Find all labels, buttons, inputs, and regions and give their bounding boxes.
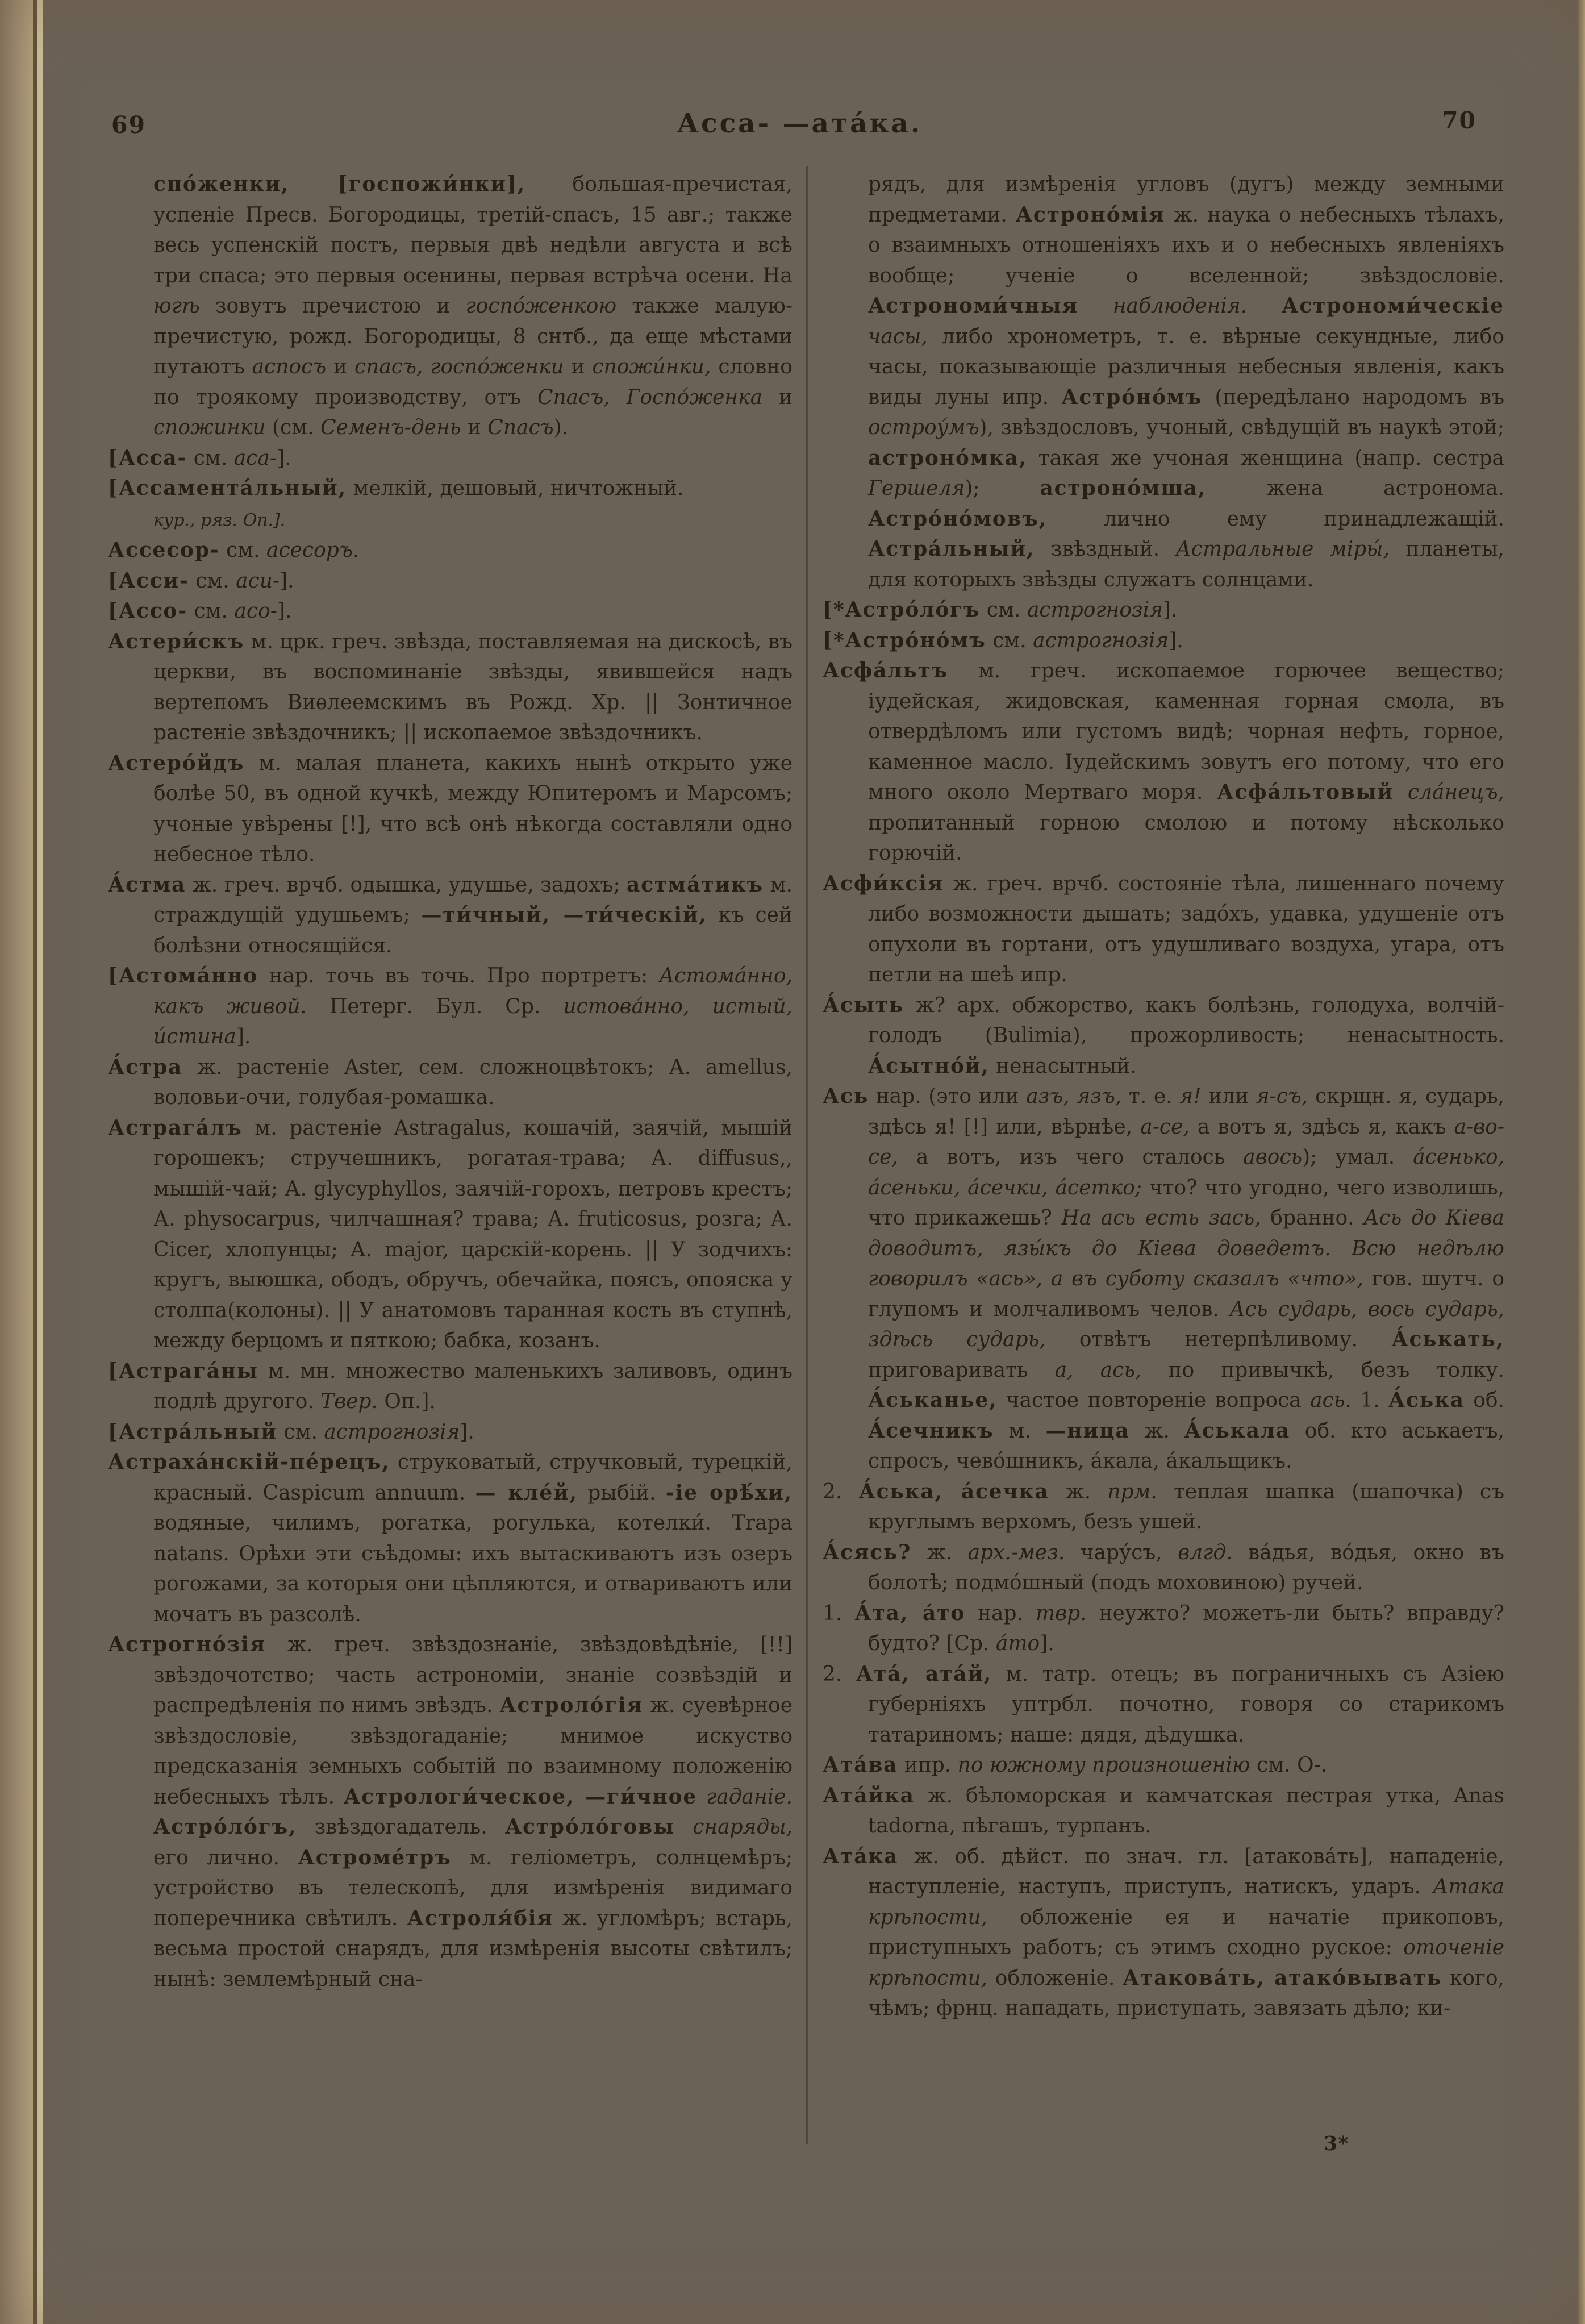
entry-text-segment: Астральные міры́,	[1175, 538, 1390, 561]
entry-text-segment: -іе орѣ́хи,	[665, 1480, 792, 1505]
entry-text-segment: ].	[1169, 628, 1183, 652]
entry-text-segment: ж.	[1129, 1419, 1184, 1443]
entry-text-segment: см.	[219, 539, 267, 562]
entry-text-segment: [Астрага́ны	[108, 1359, 258, 1383]
entry-text-segment	[1247, 294, 1282, 318]
entry-text-segment: гов. шутч. о глупомъ и молчаливомъ челов.	[868, 1267, 1504, 1321]
entry-text-segment: ж. угломѣръ; встарь, весьма простой снарядъ, для измѣренія высоты свѣтилъ; нынѣ: землемѣрный сна-	[153, 1906, 792, 1991]
entry-text-segment: ж.	[911, 1540, 968, 1564]
entry-text-segment: м. геліометръ, солнцемѣръ; устройство въ телескопѣ, для измѣренія видимаго поперечника свѣтилъ.	[153, 1846, 792, 1930]
entry-text-segment: его лично.	[153, 1846, 298, 1869]
entry-text-segment: ипр.	[898, 1754, 958, 1777]
entry-text-segment: Астроло́гія	[499, 1693, 643, 1717]
entry-text-segment: такая же учоная женщина (напр. сестра	[1027, 446, 1504, 470]
entry-text-segment: ж? арх. обжорство, какъ болѣзнь, голодуха, волчій-голодъ (Bulimia), прожорливость; ненасытность.	[868, 993, 1504, 1047]
entry-text-segment: струковатый, стручковый, турецкій, красный. Caspicum annuum.	[153, 1451, 792, 1505]
entry-text-segment: лично ему принадлежащій.	[1047, 507, 1504, 531]
entry-text-segment: планеты, для которыхъ звѣзды служатъ солнцами.	[868, 538, 1504, 592]
entry-text-segment: снаряды,	[693, 1815, 792, 1839]
entry-text-segment: [Асса-	[108, 445, 187, 470]
entry-text-segment: Спасъ	[487, 416, 554, 439]
entry-text-segment: [Астра́льный	[108, 1419, 277, 1444]
entry-text-segment: ж. бѣломорская и камчатская пестрая утка, Anas tadorna, пѣгашъ, турпанъ.	[868, 1784, 1504, 1838]
entry-text-segment: а вотъ я, здѣсь я, какъ	[1189, 1115, 1454, 1139]
entry-text-segment: спожинки	[153, 416, 266, 439]
entry-text-segment: Астро́но́мовъ,	[868, 506, 1048, 531]
entry-text-segment: ж.	[1049, 1480, 1108, 1503]
entry-text-segment: спожи́нки,	[592, 355, 711, 378]
entry-text-segment: я-съ,	[1256, 1085, 1308, 1108]
entry-text-segment: Оп.].	[377, 1390, 436, 1413]
dictionary-entry	[823, 1081, 1504, 1477]
entry-text-segment: А́стма	[108, 872, 186, 897]
dictionary-entry	[823, 169, 1504, 595]
entry-text-segment: ).	[553, 416, 569, 439]
entry-text-segment: А́ськать,	[1391, 1327, 1504, 1351]
entry-text-segment: А́ська	[1388, 1388, 1465, 1412]
entry-text-segment: (передѣлано народомъ въ	[1202, 385, 1504, 409]
entry-text-segment: [Астома́нно	[108, 964, 258, 988]
entry-text-segment: а, ась,	[1054, 1358, 1142, 1382]
dictionary-entry	[823, 1538, 1504, 1598]
entry-text-segment: м. страждущій удушьемъ;	[153, 873, 792, 927]
dictionary-entry	[108, 1052, 792, 1113]
entry-text-segment: А́сыть	[823, 993, 904, 1017]
dictionary-entry	[108, 748, 792, 870]
entry-text-segment: 1.	[823, 1601, 855, 1625]
entry-text-segment: прм.	[1107, 1480, 1157, 1503]
entry-text-segment: приговаривать	[868, 1358, 1055, 1382]
dictionary-entry	[823, 1781, 1504, 1842]
entry-text-segment: по привычкѣ, безъ толку.	[1141, 1358, 1504, 1382]
entry-text-segment: см.	[189, 569, 236, 593]
entry-text-segment: Ата́йка	[823, 1783, 915, 1807]
entry-text-segment: Астеро́йдъ	[108, 751, 245, 775]
entry-text-segment: Атакова́ть, атако́вывать	[1123, 1965, 1442, 1990]
entry-text-segment: —ти́чный, —ти́ческій,	[421, 903, 707, 927]
entry-text-segment: Астро́ло́говы	[504, 1815, 675, 1839]
entry-text-segment: кур., ряз. Оп.].	[153, 510, 286, 530]
entry-text-segment: Ата́ва	[823, 1753, 898, 1777]
entry-text-segment: а́сенько, а́сеньки, а́сечки, а́сетко;	[868, 1146, 1504, 1200]
entry-text-segment: Астрологи́ческое, —ги́чное	[344, 1784, 698, 1809]
entry-text-segment: астрогнозія	[324, 1420, 460, 1444]
entry-text-segment: астроно́мка,	[868, 445, 1028, 470]
entry-text-segment: а-во-се,	[868, 1115, 1504, 1169]
entry-text-segment: авось	[1243, 1146, 1303, 1169]
entry-text-segment: Астроме́тръ	[298, 1845, 452, 1869]
entry-text-segment: рыбій.	[577, 1481, 666, 1505]
entry-text-segment: об. кто аськаетъ, спросъ, чево́шникъ, а́кала, а́кальщикъ.	[868, 1419, 1505, 1473]
dictionary-entry	[108, 1447, 792, 1630]
entry-text-segment: гаданіе.	[706, 1785, 792, 1809]
entry-text-segment: ва́дья, во́дья, окно въ болотѣ; подмо́шный (подъ моховиною) ручей.	[868, 1540, 1504, 1594]
entry-text-segment: аспосъ	[252, 355, 327, 378]
entry-text-segment: см.	[277, 1420, 324, 1444]
entry-text-segment: На ась есть зась,	[1061, 1206, 1261, 1230]
entry-text-segment: госпо́женкою	[465, 294, 617, 318]
entry-text-segment: отвѣтъ нетерпѣливому.	[1045, 1328, 1392, 1351]
entry-text-segment: зовутъ пречистою и	[199, 294, 466, 318]
page-edge-line	[33, 0, 37, 2324]
entry-text-segment: словно по троякому производству, отъ	[153, 355, 792, 409]
entry-text-segment: Ата́, ата́й,	[856, 1661, 992, 1686]
entry-text-segment: см.	[187, 599, 235, 623]
entry-text-segment: астма́тикъ	[627, 872, 764, 897]
entry-text-segment: А́сытно́й,	[868, 1053, 990, 1078]
dictionary-entry	[823, 1477, 1504, 1538]
entry-text-segment: нар.	[965, 1601, 1036, 1625]
dictionary-column-left	[108, 169, 792, 1994]
entry-text-segment: наблюденія.	[1112, 294, 1248, 318]
entry-text-segment: м. црк. греч. звѣзда, поставляемая на дискосѣ, въ церкви, въ воспоминаніе звѣзды, явившейся надъ вертепомъ Виѳлеемскимъ въ Рожд. Хр. || Зонтичное растеніе звѣздочникъ; || ископаемое звѣздочникъ.	[153, 630, 792, 744]
entry-text-segment: астрогнозія	[1027, 598, 1163, 622]
entry-text-segment: обложеніе ея и начатіе прикоповъ, приступныхъ работъ; съ этимъ сходно руское:	[868, 1905, 1504, 1959]
dictionary-entry	[108, 1356, 792, 1417]
entry-text-segment: Асфа́льтовый	[1217, 780, 1394, 804]
dictionary-entry	[823, 869, 1504, 990]
dictionary-entry	[823, 1659, 1504, 1751]
entry-text-segment	[1078, 294, 1113, 318]
entry-text-segment: м. малая планета, какихъ нынѣ открыто уже болѣе 50, въ одной кучкѣ, между Юпитеромъ и Марсомъ; учоные увѣрены [!], что всѣ онѣ нѣкогда составляли одно небесное тѣло.	[153, 751, 792, 866]
entry-text-segment: ж. греч. звѣздознаніе, звѣздовѣдѣніе, [!!] звѣздочотство; часть астрономіи, знаніе созвѣздій и распредѣленія по нимъ звѣздъ.	[153, 1633, 792, 1717]
entry-text-segment: Твер.	[320, 1390, 378, 1413]
entry-text-segment: а-се,	[1140, 1115, 1190, 1139]
dictionary-entry	[823, 1598, 1504, 1659]
entry-text-segment: А́та, а́то	[854, 1601, 966, 1625]
entry-text-segment: );	[965, 477, 1040, 500]
entry-text-segment: аса-	[233, 446, 277, 470]
entry-text-segment: неужто? можетъ-ли быть? вправду? будто? [Ср.	[868, 1601, 1504, 1655]
entry-text-segment: къ сей болѣзни относящійся.	[153, 903, 792, 957]
entry-text-segment: Астро́но́мъ	[1061, 385, 1203, 409]
entry-text-segment: м. греч. ископаемое горючее вещество; іудейская, жидовская, каменная горная смола, въ отвердѣломъ или густомъ видѣ; чорная нефть, горное, каменное масло. Іудейскимъ зовутъ его потому, что его много около Мертваго моря.	[868, 659, 1504, 804]
entry-text-segment: А́сясь?	[823, 1540, 912, 1564]
entry-text-segment: м. мн. множество маленькихъ заливовъ, одинъ подлѣ другого.	[153, 1359, 792, 1413]
entry-text-segment: звѣздогадатель.	[297, 1815, 505, 1839]
entry-text-segment: [*Астро́но́мъ	[823, 628, 986, 652]
entry-text-segment: оточеніе крѣпости,	[868, 1936, 1504, 1990]
entry-text-segment: что? что угодно, чего изволишь, что прикажешь?	[868, 1176, 1504, 1230]
entry-text-segment: об.	[1464, 1389, 1505, 1412]
entry-text-segment: обложеніе.	[987, 1966, 1123, 1990]
entry-text-segment: водяные, чилимъ, рогатка, рогулька, котелки́. Trapa natans. Орѣхи эти съѣдомы: ихъ вытаскиваютъ изъ озеръ рогожами, за которыя они цѣпляются, и отвариваютъ или мочатъ въ разсолѣ.	[153, 1511, 792, 1626]
entry-text-segment: —ница	[1045, 1418, 1130, 1443]
entry-text-segment: спасъ, госпо́женки	[354, 355, 564, 378]
entry-text-segment: а́то	[995, 1632, 1040, 1655]
entry-text-segment: и	[461, 416, 488, 439]
entry-text-segment: Асфи́ксія	[823, 871, 944, 896]
entry-text-segment: большая-пречистая, успеніе Пресв. Богородицы, третій-спасъ, 15 авг.; также весь успенскій постъ, первыя двѣ недѣли августа и всѣ три спаса; это первыя осенины, первая встрѣча осени. На	[153, 173, 793, 288]
entry-text-segment: ненасытный.	[989, 1054, 1137, 1078]
entry-text-segment: спо́женки, [госпожи́нки],	[153, 172, 526, 196]
entry-text-segment: ); умал.	[1302, 1146, 1413, 1169]
entry-text-segment: звѣздный.	[1035, 538, 1176, 561]
entry-text-segment: твр.	[1036, 1601, 1087, 1625]
entry-text-segment: рядъ, для измѣренія угловъ (дугъ) между земными предметами.	[868, 173, 1504, 227]
entry-text-segment: Ассесор-	[108, 538, 220, 562]
entry-text-segment: Астрогно́зія	[108, 1632, 266, 1656]
dictionary-entry	[108, 627, 792, 748]
entry-text-segment: 1.	[1351, 1389, 1388, 1412]
entry-text-segment: остроу́мъ	[868, 416, 979, 439]
entry-text-segment: астрогнозія	[1033, 628, 1169, 652]
entry-text-segment: влгд.	[1178, 1540, 1233, 1564]
entry-text-segment: .	[352, 539, 360, 562]
entry-text-segment: Астро́ло́гъ,	[153, 1815, 297, 1839]
dictionary-entry	[108, 870, 792, 961]
entry-text-segment: Спасъ, Госпо́женка	[537, 385, 763, 409]
dictionary-entry	[108, 1417, 792, 1448]
entry-text-segment: ж. суевѣрное звѣздословіе, звѣздогаданіе; мнимое искуство предсказанія земныхъ событій по взаимному положенію небесныхъ тѣлъ.	[153, 1694, 792, 1809]
entry-text-segment: кого, чѣмъ; фрнц. нападать, приступать, завязать дѣло; ки-	[868, 1966, 1504, 2020]
dictionary-entry	[108, 169, 792, 443]
column-divider-rule	[806, 166, 808, 2144]
book-gutter-shadow	[0, 0, 33, 2324]
dictionary-entry	[823, 595, 1504, 626]
entry-text-segment: см.	[187, 446, 234, 470]
entry-text-segment: ].	[277, 599, 292, 623]
entry-text-segment: я!	[1179, 1085, 1202, 1108]
dictionary-entry	[108, 535, 792, 566]
entry-text-segment: нар. точь въ точь. Про портретъ:	[257, 964, 659, 988]
entry-text-segment: ].	[460, 1420, 474, 1444]
entry-text-segment: Петерг. Бул. Ср.	[306, 994, 564, 1018]
entry-text-segment: Гершеля	[868, 477, 965, 500]
entry-text-segment: Астраха́нскій-пе́рецъ,	[108, 1450, 390, 1474]
entry-text-segment: ж. наука о небесныхъ тѣлахъ, о взаимныхъ отношеніяхъ ихъ и о небесныхъ явленіяхъ вообще; ученіе о вселенной; звѣздословіе.	[868, 203, 1505, 288]
entry-text-segment: скрщн. я, сударь, здѣсь я! [!] или, вѣрнѣе,	[868, 1085, 1505, 1139]
entry-text-segment: т. е.	[1121, 1085, 1180, 1108]
entry-text-segment: аси-	[236, 569, 280, 593]
entry-text-segment: см.	[980, 598, 1027, 622]
entry-text-segment: чару́съ,	[1065, 1540, 1178, 1564]
entry-text-segment: м.	[994, 1419, 1046, 1443]
entry-text-segment: жена астронома.	[1206, 477, 1504, 500]
entry-text-segment: асесоръ	[266, 539, 353, 562]
entry-text-segment: (см.	[265, 416, 321, 439]
entry-text-segment: ж. греч. врчб. одышка, удушье, задохъ;	[186, 873, 627, 897]
entry-text-segment: 2.	[823, 1480, 859, 1503]
entry-text-segment: Астери́скъ	[108, 629, 245, 653]
entry-text-segment: Ась сударь, вось сударь, здѣсь сударь,	[868, 1297, 1504, 1351]
entry-text-segment: [Ассамента́льный,	[108, 476, 347, 500]
entry-text-segment: ж. греч. врчб. состояніе тѣла, лишеннаго почему либо возможности дышать; задо́хъ, удавка, удушеніе отъ опухоли въ гортани, отъ удушливаго воздуха, угара, отъ петли на шеѣ ипр.	[868, 872, 1504, 986]
entry-text-segment: Астроля́бія	[407, 1906, 553, 1930]
entry-text-segment: ].	[277, 446, 291, 470]
entry-text-segment: [*Астро́ло́гъ	[823, 598, 981, 622]
entry-text-segment: Атака крѣпости,	[868, 1875, 1504, 1929]
entry-text-segment: ].	[236, 1025, 251, 1048]
entry-text-segment: Семенъ-день	[320, 416, 461, 439]
entry-text-segment: Ась	[823, 1084, 869, 1108]
dictionary-entry	[108, 961, 792, 1052]
entry-text-segment: Асфа́льтъ	[823, 659, 949, 682]
entry-text-segment: теплая шапка (шапочка) съ круглымъ верхомъ, безъ ушей.	[868, 1480, 1505, 1534]
entry-text-segment: ж. об. дѣйст. по знач. гл. [атакова́ть], нападеніе, наступленіе, наступъ, приступъ, натискъ, ударъ.	[868, 1844, 1504, 1898]
entry-text-segment: ж. растеніе Aster, сем. сложноцвѣтокъ; А. amellus, воловьи-очи, голубая-ромашка.	[153, 1055, 792, 1109]
entry-text-segment: см. О-.	[1250, 1754, 1328, 1777]
entry-text-segment: [Ассо-	[108, 599, 187, 623]
entry-text-segment: ].	[280, 569, 294, 593]
entry-text-segment: Астрономи́чныя	[868, 294, 1078, 318]
entry-text-segment: асо-	[234, 599, 277, 623]
entry-text-segment: А́ська, а́сечка	[858, 1479, 1049, 1503]
entry-text-segment: А́ськала	[1184, 1418, 1291, 1443]
entry-text-segment: сла́нецъ,	[1407, 781, 1504, 804]
entry-text-segment: м. растеніе Astragalus, кошачій, заячій, мышій горошекъ; стручешникъ, рогатая-трава; А. diffusus,, мышій-чай; А. glycyphyllos, заячій-горохъ, петровъ крестъ; А. physocarpus, чилчашная? трава; А. fruticosus, розга; А. Cicer, хлопунцы; А. major, царскій-корень. || У зодчихъ: кругъ, выюшка, ободъ, обручъ, обечайка, поясъ, опояска у столпа(колоны). || У анатомовъ таранная кость въ ступнѣ, между берцомъ и пяткою; бабка, козанъ.	[153, 1116, 792, 1352]
entry-text-segment: — кле́й,	[475, 1480, 578, 1505]
entry-text-segment: Астроно́мія	[1015, 202, 1165, 227]
entry-text-segment: бранно.	[1261, 1206, 1364, 1230]
entry-text-segment: нар. (это или	[869, 1085, 1027, 1108]
entry-text-segment: А́стра	[108, 1055, 183, 1079]
entry-text-segment: А́ськанье,	[868, 1388, 998, 1412]
entry-text-segment: и	[762, 385, 793, 409]
entry-text-segment: и	[326, 355, 354, 378]
entry-text-segment: пропитанный горною смолою и потому нѣсколько горючій.	[868, 811, 1504, 865]
entry-text-segment: или	[1201, 1085, 1256, 1108]
entry-text-segment: м. татр. отецъ; въ пограничныхъ съ Азіею губерніяхъ уптрбл. почотно, говоря со старикомъ татариномъ; наше: дядя, дѣдушка.	[868, 1662, 1504, 1747]
entry-text-segment: Ата́ка	[823, 1844, 899, 1868]
page-number-right: 70	[1442, 107, 1477, 134]
entry-text-segment: а вотъ, изъ чего сталось	[898, 1146, 1244, 1169]
entry-text-segment: азъ, язъ,	[1026, 1085, 1122, 1108]
entry-text-segment: частое повтореніе вопроса	[997, 1389, 1311, 1412]
entry-text-segment: по южному произношенію	[957, 1754, 1250, 1777]
dictionary-entry	[823, 990, 1504, 1082]
dictionary-entry	[108, 1630, 792, 1994]
entry-text-segment: югѣ	[153, 294, 200, 318]
entry-text-segment: Астома́нно, какъ живой.	[153, 964, 792, 1018]
entry-text-segment: Астрага́лъ	[108, 1115, 243, 1140]
entry-text-segment: Ась до Кіева доводитъ, язы́къ до Кіева доведетъ. Всю недѣлю говорилъ «ась», а въ суботу сказалъ «что»,	[868, 1206, 1504, 1290]
dictionary-entry	[823, 656, 1504, 869]
right-page-edge	[1577, 0, 1585, 2324]
dictionary-entry	[108, 473, 792, 535]
entry-text-segment	[1394, 781, 1408, 804]
entry-text-segment: ].	[1163, 598, 1178, 622]
running-title: Асса- —ата́ка.	[677, 108, 923, 139]
entry-text-segment: ), звѣздословъ, учоный, свѣдущій въ наукѣ этой;	[979, 416, 1504, 439]
dictionary-entry	[823, 626, 1504, 656]
dictionary-column-right	[823, 169, 1504, 2024]
entry-text-segment: А́сечникъ	[868, 1418, 994, 1443]
entry-text-segment	[675, 1815, 693, 1839]
entry-text-segment: астроно́мша,	[1040, 476, 1207, 500]
dictionary-entry	[108, 596, 792, 627]
page-number-left: 69	[111, 111, 147, 139]
entry-text-segment: и	[564, 355, 593, 378]
entry-text-segment: либо хронометръ, т. е. вѣрные секундные, либо часы, показывающіе различныя небесныя явленія, какъ виды луны ипр.	[868, 324, 1504, 409]
entry-text-segment: арх.-мез.	[967, 1540, 1065, 1564]
entry-text-segment	[697, 1785, 706, 1809]
entry-text-segment: см.	[986, 628, 1033, 652]
dictionary-entry	[823, 1750, 1504, 1781]
entry-text-segment: часы,	[868, 324, 928, 348]
dictionary-entry	[108, 1113, 792, 1356]
dictionary-entry	[108, 443, 792, 474]
entry-text-segment: Астрономи́ческіе	[1282, 294, 1504, 318]
dictionary-entry	[108, 566, 792, 597]
entry-text-segment: [Асси-	[108, 568, 189, 593]
entry-text-segment: Астра́льный,	[868, 537, 1035, 561]
page-edge-highlight	[37, 0, 43, 2324]
entry-text-segment: 2.	[823, 1662, 856, 1686]
signature-mark: 3*	[1324, 2132, 1349, 2155]
dictionary-entry	[823, 1842, 1504, 2024]
entry-text-segment: также малую-пречистую, рожд. Богородицы, 8 снтб., да еще мѣстами путаютъ	[153, 294, 792, 378]
entry-text-segment: ась.	[1310, 1389, 1352, 1412]
entry-text-segment: истова́нно, истый, и́стина	[153, 994, 793, 1048]
entry-text-segment: ].	[1040, 1632, 1054, 1655]
entry-text-segment: мелкій, дешовый, ничтожный.	[346, 477, 684, 500]
